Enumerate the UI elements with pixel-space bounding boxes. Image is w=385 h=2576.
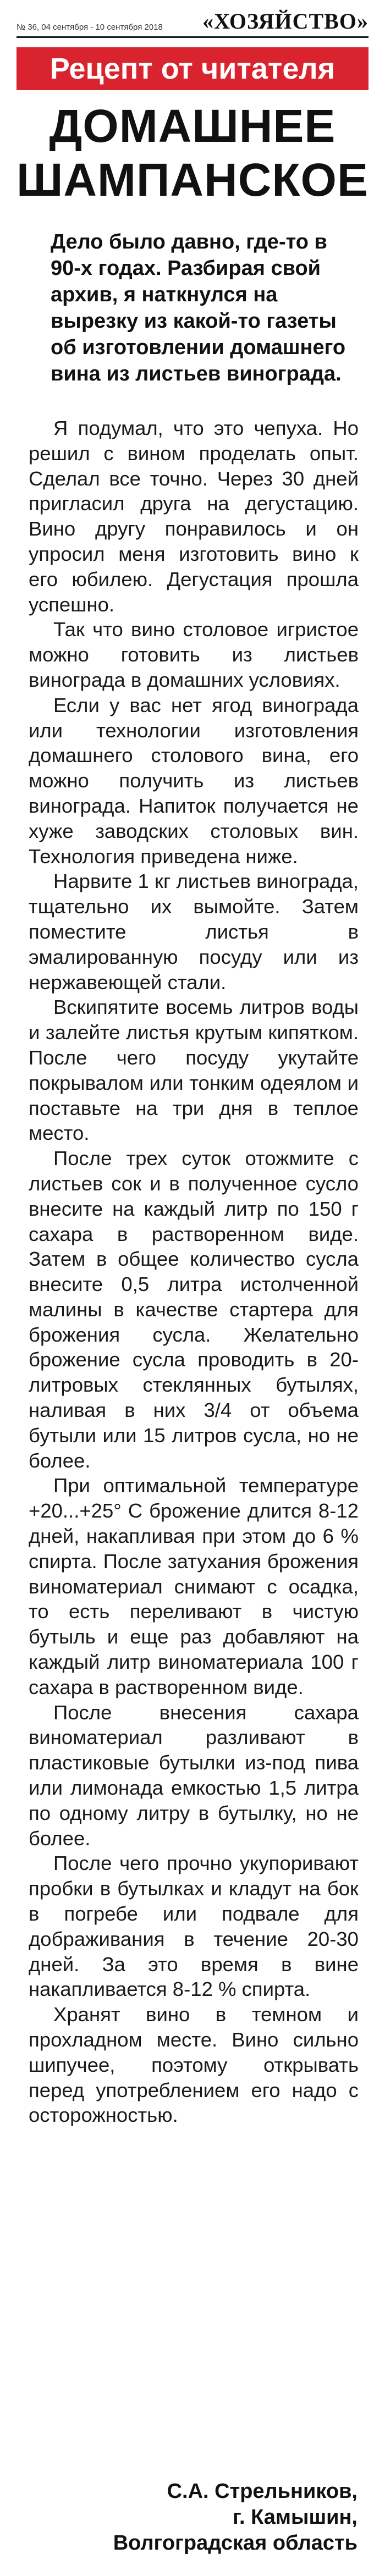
rubric-banner: Рецепт от читателя xyxy=(16,47,369,90)
paragraph: Нарвите 1 кг листьев винограда, тщательно их вымойте. Затем поместите листья в эмалированную посуду или из нержавеющей стали. xyxy=(29,870,359,994)
author-city: г. Камышин, xyxy=(232,2506,358,2529)
author-region: Волгоградская область xyxy=(113,2531,358,2555)
article-headline: ДОМАШНЕЕ ШАМПАНСКОЕ xyxy=(16,100,369,206)
paragraph: При оптимальной температуре +20...+25° С брожение длится 8-12 дней, накапливая при этом до 6 % спирта. После затухания брожения виноматериал снимают с осадка, то есть переливают в чистую бутыль и еще раз добавляют на каждый литр виноматериала 100 г сахара в растворенном виде. xyxy=(29,1474,359,1698)
paragraph: Хранят вино в темном и прохладном месте. Вино сильно шипучее, поэтому открывать перед употреблением его надо с осторожностью. xyxy=(29,2003,359,2127)
paragraph: После внесения сахара виноматериал разливают в пластиковые бутылки из-под пива или лимонада емкостью 1,5 литра по одному литру в бутылку, но не более. xyxy=(29,1701,359,1850)
paragraph: Я подумал, что это чепуха. Но решил с вином проделать опыт. Сделал все точно. Через 30 дней пригласил друга на дегустацию. Вино другу понравилось и он упросил меня изготовить вино к его юбилею. Дегустация прошла успешно. xyxy=(29,417,359,616)
paragraph: Вскипятите восемь литров воды и залейте листья крутым кипятком. После чего посуду укутайте покрывалом или тонким одеялом и поставьте на три дня в теплое место. xyxy=(29,996,359,1145)
section-title: «ХОЗЯЙСТВО» xyxy=(202,9,369,34)
issue-info: № 36, 04 сентября - 10 сентября 2018 xyxy=(16,23,163,32)
paragraph: Так что вино столовое игристое можно готовить из листьев винограда в домашних условиях. xyxy=(29,618,359,691)
article-lead: Дело было давно, где-то в 90-х годах. Разбирая свой архив, я наткнулся на вырезку из какой-то газеты об изготовлении домашнего вина из листьев винограда. xyxy=(51,230,346,385)
author-signature xyxy=(113,2479,358,2556)
masthead xyxy=(16,4,369,38)
paragraph: После трех суток отожмите с листьев сок и в полученное сусло внесите на каждый литр по 150 г сахара в растворенном виде. Затем в общее количество сусла внесите 0,5 литра истолченной малины в качестве стартера для брожения сусла. Желательно брожение сусла проводить в 20-литровых стеклянных бутылях, наливая в них 3/4 от объема бутыли или 15 литров сусла, но не более. xyxy=(29,1147,359,1472)
author-name: С.А. Стрельников, xyxy=(167,2480,358,2503)
paragraph: После чего прочно укупоривают пробки в бутылках и кладут на бок в погребе или подвале для дображивания в течение 20-30 дней. За это время в вине накапливается 8-12 % спирта. xyxy=(29,1852,359,2001)
paragraph: Если у вас нет ягод винограда или технологии изготовления домашнего столового вина, его можно получить из листьев винограда. Напиток получается не хуже заводских столовых вин. Технология приведена ниже. xyxy=(29,693,359,868)
article-body xyxy=(29,416,359,2128)
